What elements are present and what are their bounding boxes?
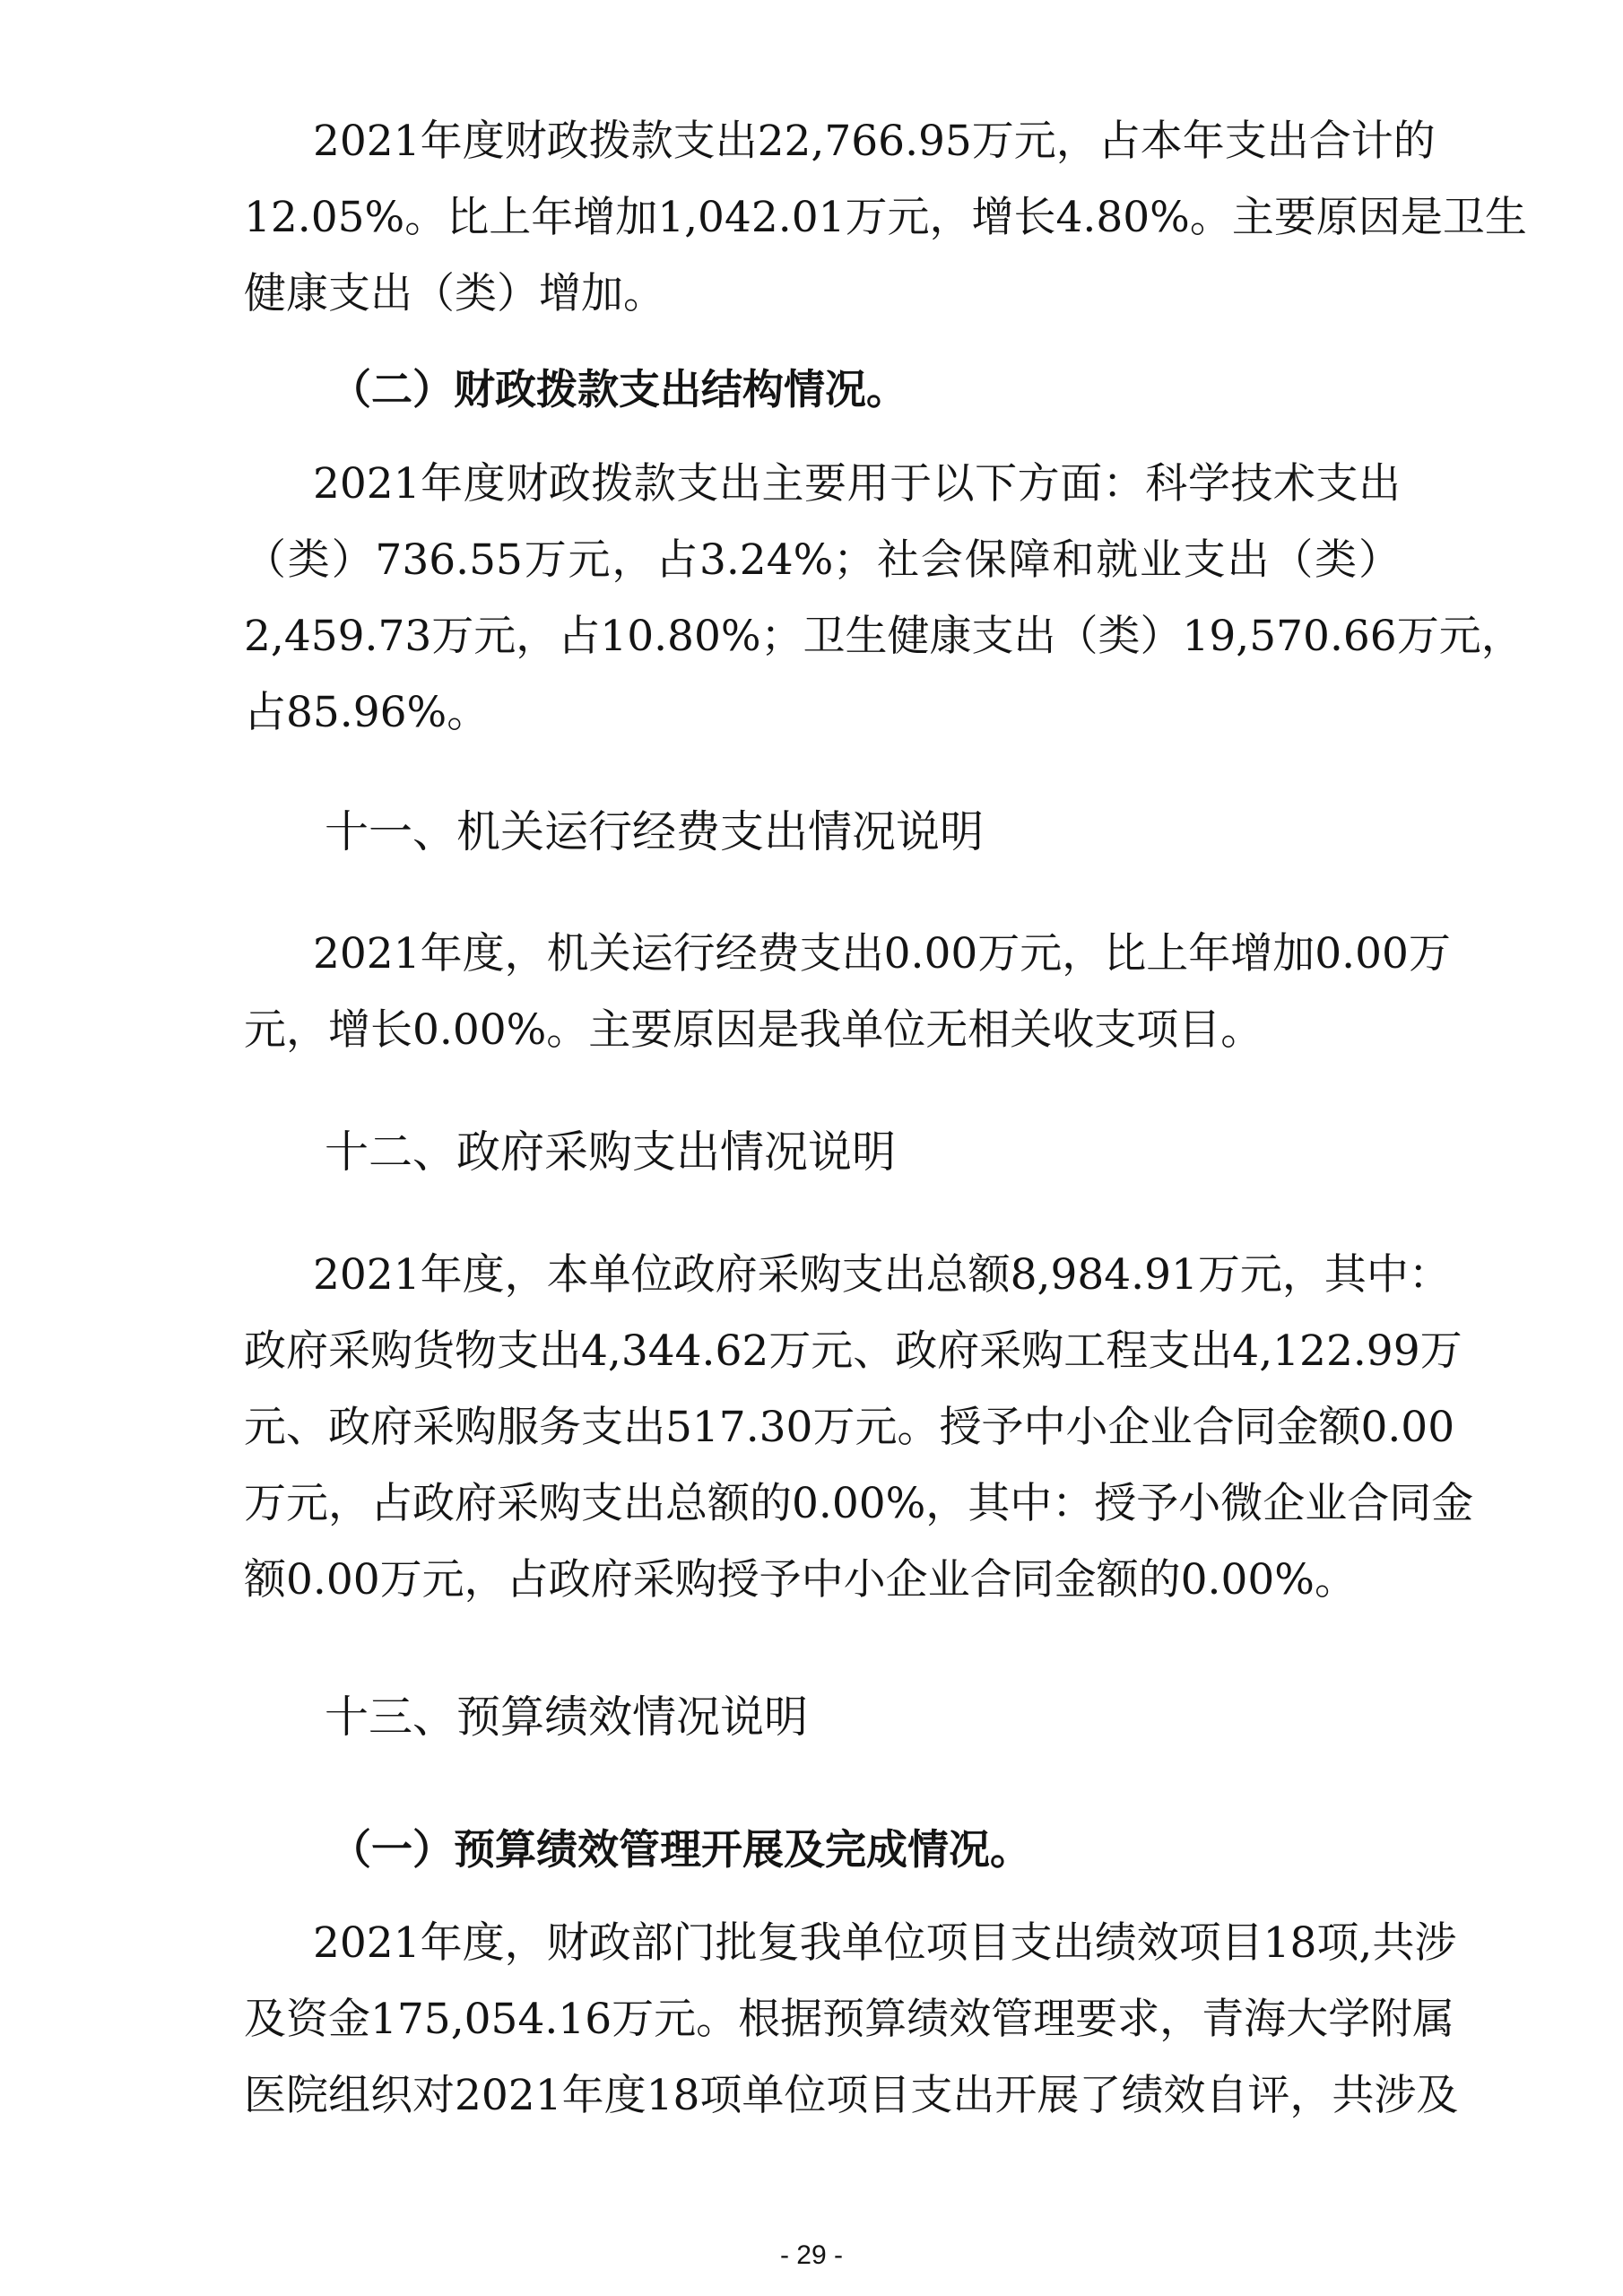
text-line: 政府采购货物支出4,344.62万元、政府采购工程支出4,122.99万 (244, 1326, 1462, 1376)
subsection-heading: （一）预算绩效管理开展及完成情况。 (330, 1825, 1031, 1874)
text-line: 元，增长0.00%。主要原因是我单位无相关收支项目。 (244, 1005, 1263, 1055)
text-line: （类）736.55万元，占3.24%；社会保障和就业支出（类） (244, 535, 1401, 585)
section-heading: 十三、预算绩效情况说明 (325, 1692, 809, 1743)
section-heading: 十一、机关运行经费支出情况说明 (325, 806, 985, 857)
text-line: 2021年度，财政部门批复我单位项目支出绩效项目18项,共涉 (313, 1918, 1457, 1968)
text-line: 2021年度财政拨款支出22,766.95万元，占本年支出合计的 (313, 117, 1436, 166)
section-heading: 十二、政府采购支出情况说明 (325, 1126, 897, 1178)
text-line: 2021年度财政拨款支出主要用于以下方面：科学技术支出 (313, 459, 1401, 509)
text-line: 万元，占政府采购支出总额的0.00%，其中：授予小微企业合同金 (244, 1479, 1474, 1528)
text-line: 元、政府采购服务支出517.30万元。授予中小企业合同金额0.00 (244, 1403, 1455, 1452)
text-line: 12.05%。比上年增加1,042.01万元，增长4.80%。主要原因是卫生 (244, 193, 1527, 242)
text-line: 健康支出（类）增加。 (244, 269, 665, 318)
text-line: 额0.00万元，占政府采购授予中小企业合同金额的0.00%。 (244, 1555, 1357, 1605)
text-line: 及资金175,054.16万元。根据预算绩效管理要求，青海大学附属 (244, 1995, 1455, 2044)
text-line: 2,459.73万元，占10.80%；卫生健康支出（类）19,570.66万元， (244, 612, 1523, 661)
text-line: 医院组织对2021年度18项单位项目支出开展了绩效自评，共涉及 (244, 2071, 1459, 2120)
subsection-heading: （二）财政拨款支出结构情况。 (330, 365, 907, 413)
page-number: - 29 - (779, 2240, 844, 2270)
text-line: 2021年度，本单位政府采购支出总额8,984.91万元，其中： (313, 1250, 1451, 1300)
text-line: 占85.96%。 (244, 688, 490, 737)
text-line: 2021年度，机关运行经费支出0.00万元，比上年增加0.00万 (313, 929, 1451, 978)
